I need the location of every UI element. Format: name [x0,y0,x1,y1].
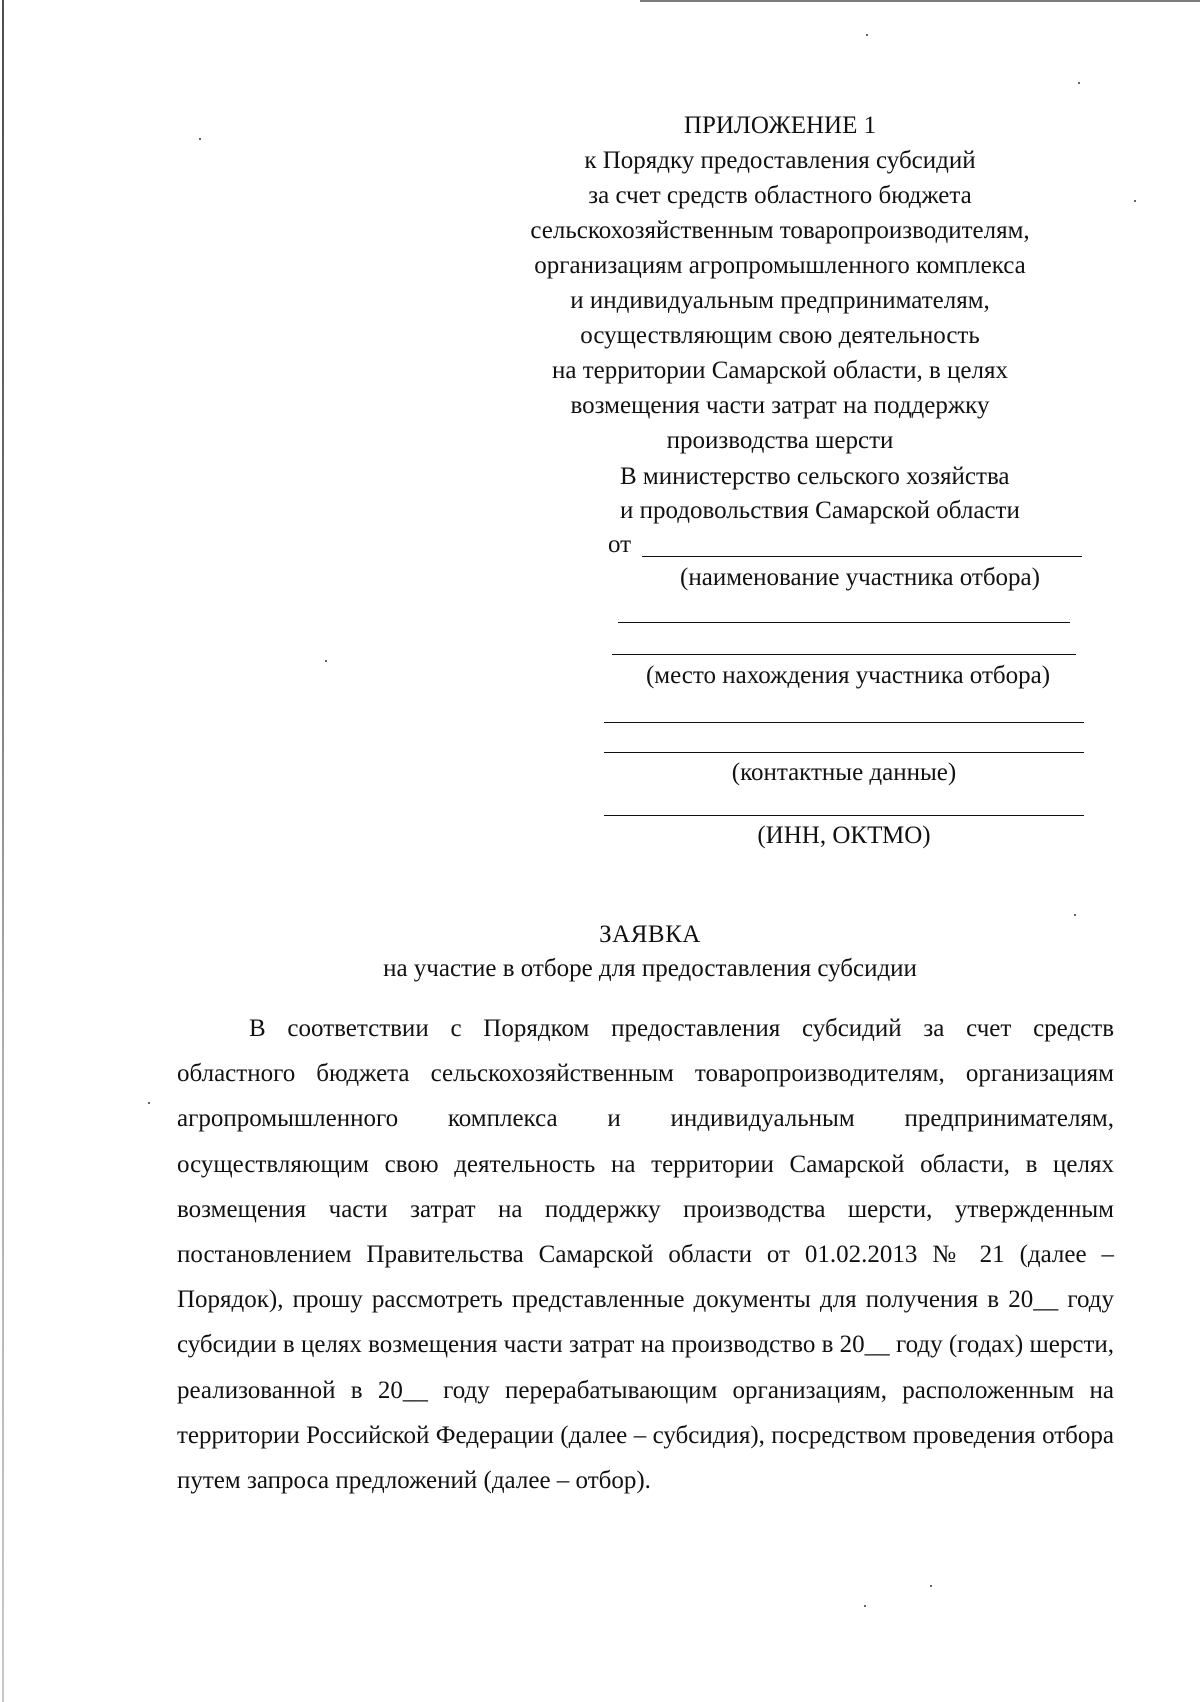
inn-caption: (ИНН, ОКТМО) [757,822,931,849]
participant-name-caption: (наименование участника отбора) [680,564,1040,591]
appendix-title: ПРИЛОЖЕНИЕ 1 [683,112,877,139]
scan-speck [1078,82,1080,84]
participant-name-line [642,556,1082,557]
scan-speck [866,34,868,36]
addressee-line: В министерство сельского хозяйства [620,463,1010,490]
appendix-line: сельскохозяйственным товаропроизводителям, [530,217,1030,244]
scan-speck [1074,914,1076,916]
scan-speck [930,1585,932,1587]
addressee-line: и продовольствия Самарской области [620,497,1020,524]
appendix-line: за счет средств областного бюджета [588,182,972,209]
scan-edge-left [2,0,4,1702]
appendix-line: организациям агропромышленного комплекса [534,252,1026,279]
scan-speck [199,138,201,140]
scan-speck [148,1102,150,1104]
contacts-line-2 [604,752,1084,753]
scan-speck [1134,200,1136,202]
appendix-line: на территории Самарской области, в целях [552,357,1008,384]
appendix-header [480,108,1080,458]
appendix-line: возмещения части затрат на поддержку [570,392,990,419]
contacts-line-1 [604,722,1084,723]
location-line-2 [612,654,1076,655]
scan-speck [864,1605,866,1607]
scan-speck [325,660,327,662]
application-title: ЗАЯВКА [599,921,701,948]
application-subtitle: на участие в отборе для предоставления субсидии [383,955,917,982]
appendix-line: к Порядку предоставления субсидий [584,147,976,174]
participant-location-caption: (место нахождения участника отбора) [645,662,1051,689]
appendix-line: производства шерсти [666,427,894,454]
location-line-1 [618,622,1070,623]
scan-edge-top [640,0,1200,2]
addressee-block [595,460,1075,528]
inn-line [604,815,1084,816]
contacts-caption: (контактные данные) [731,759,957,786]
from-label: от [608,531,632,558]
appendix-line: осуществляющим свою деятельность [580,322,980,349]
application-body: В соответствии с Порядком предоставления субсидий за счет средств областного бюджета сельскохозяйственным товаропроизводителям, организациям агропромышленного комплекса и индивидуальным предпринимателям, осуществляющим свою деятельность на территории Самарской области, в целях возмещения части затрат на поддержку производства шерсти, утвержденным постановлением Правительства Самарской области от 01.02.2013 № 21 (далее – Порядок), прошу рассмотреть представленные документы для получения в 20__ году субсидии в целях возмещения части затрат на производство в 20__ году (годах) шерсти, реализованной в 20__ году перерабатывающим организациям, расположенным на территории Российской Федерации (далее – субсидия), посредством проведения отбора путем запроса предложений (далее – отбор). [177,1015,1114,1495]
appendix-line: и индивидуальным предпринимателям, [570,287,990,314]
